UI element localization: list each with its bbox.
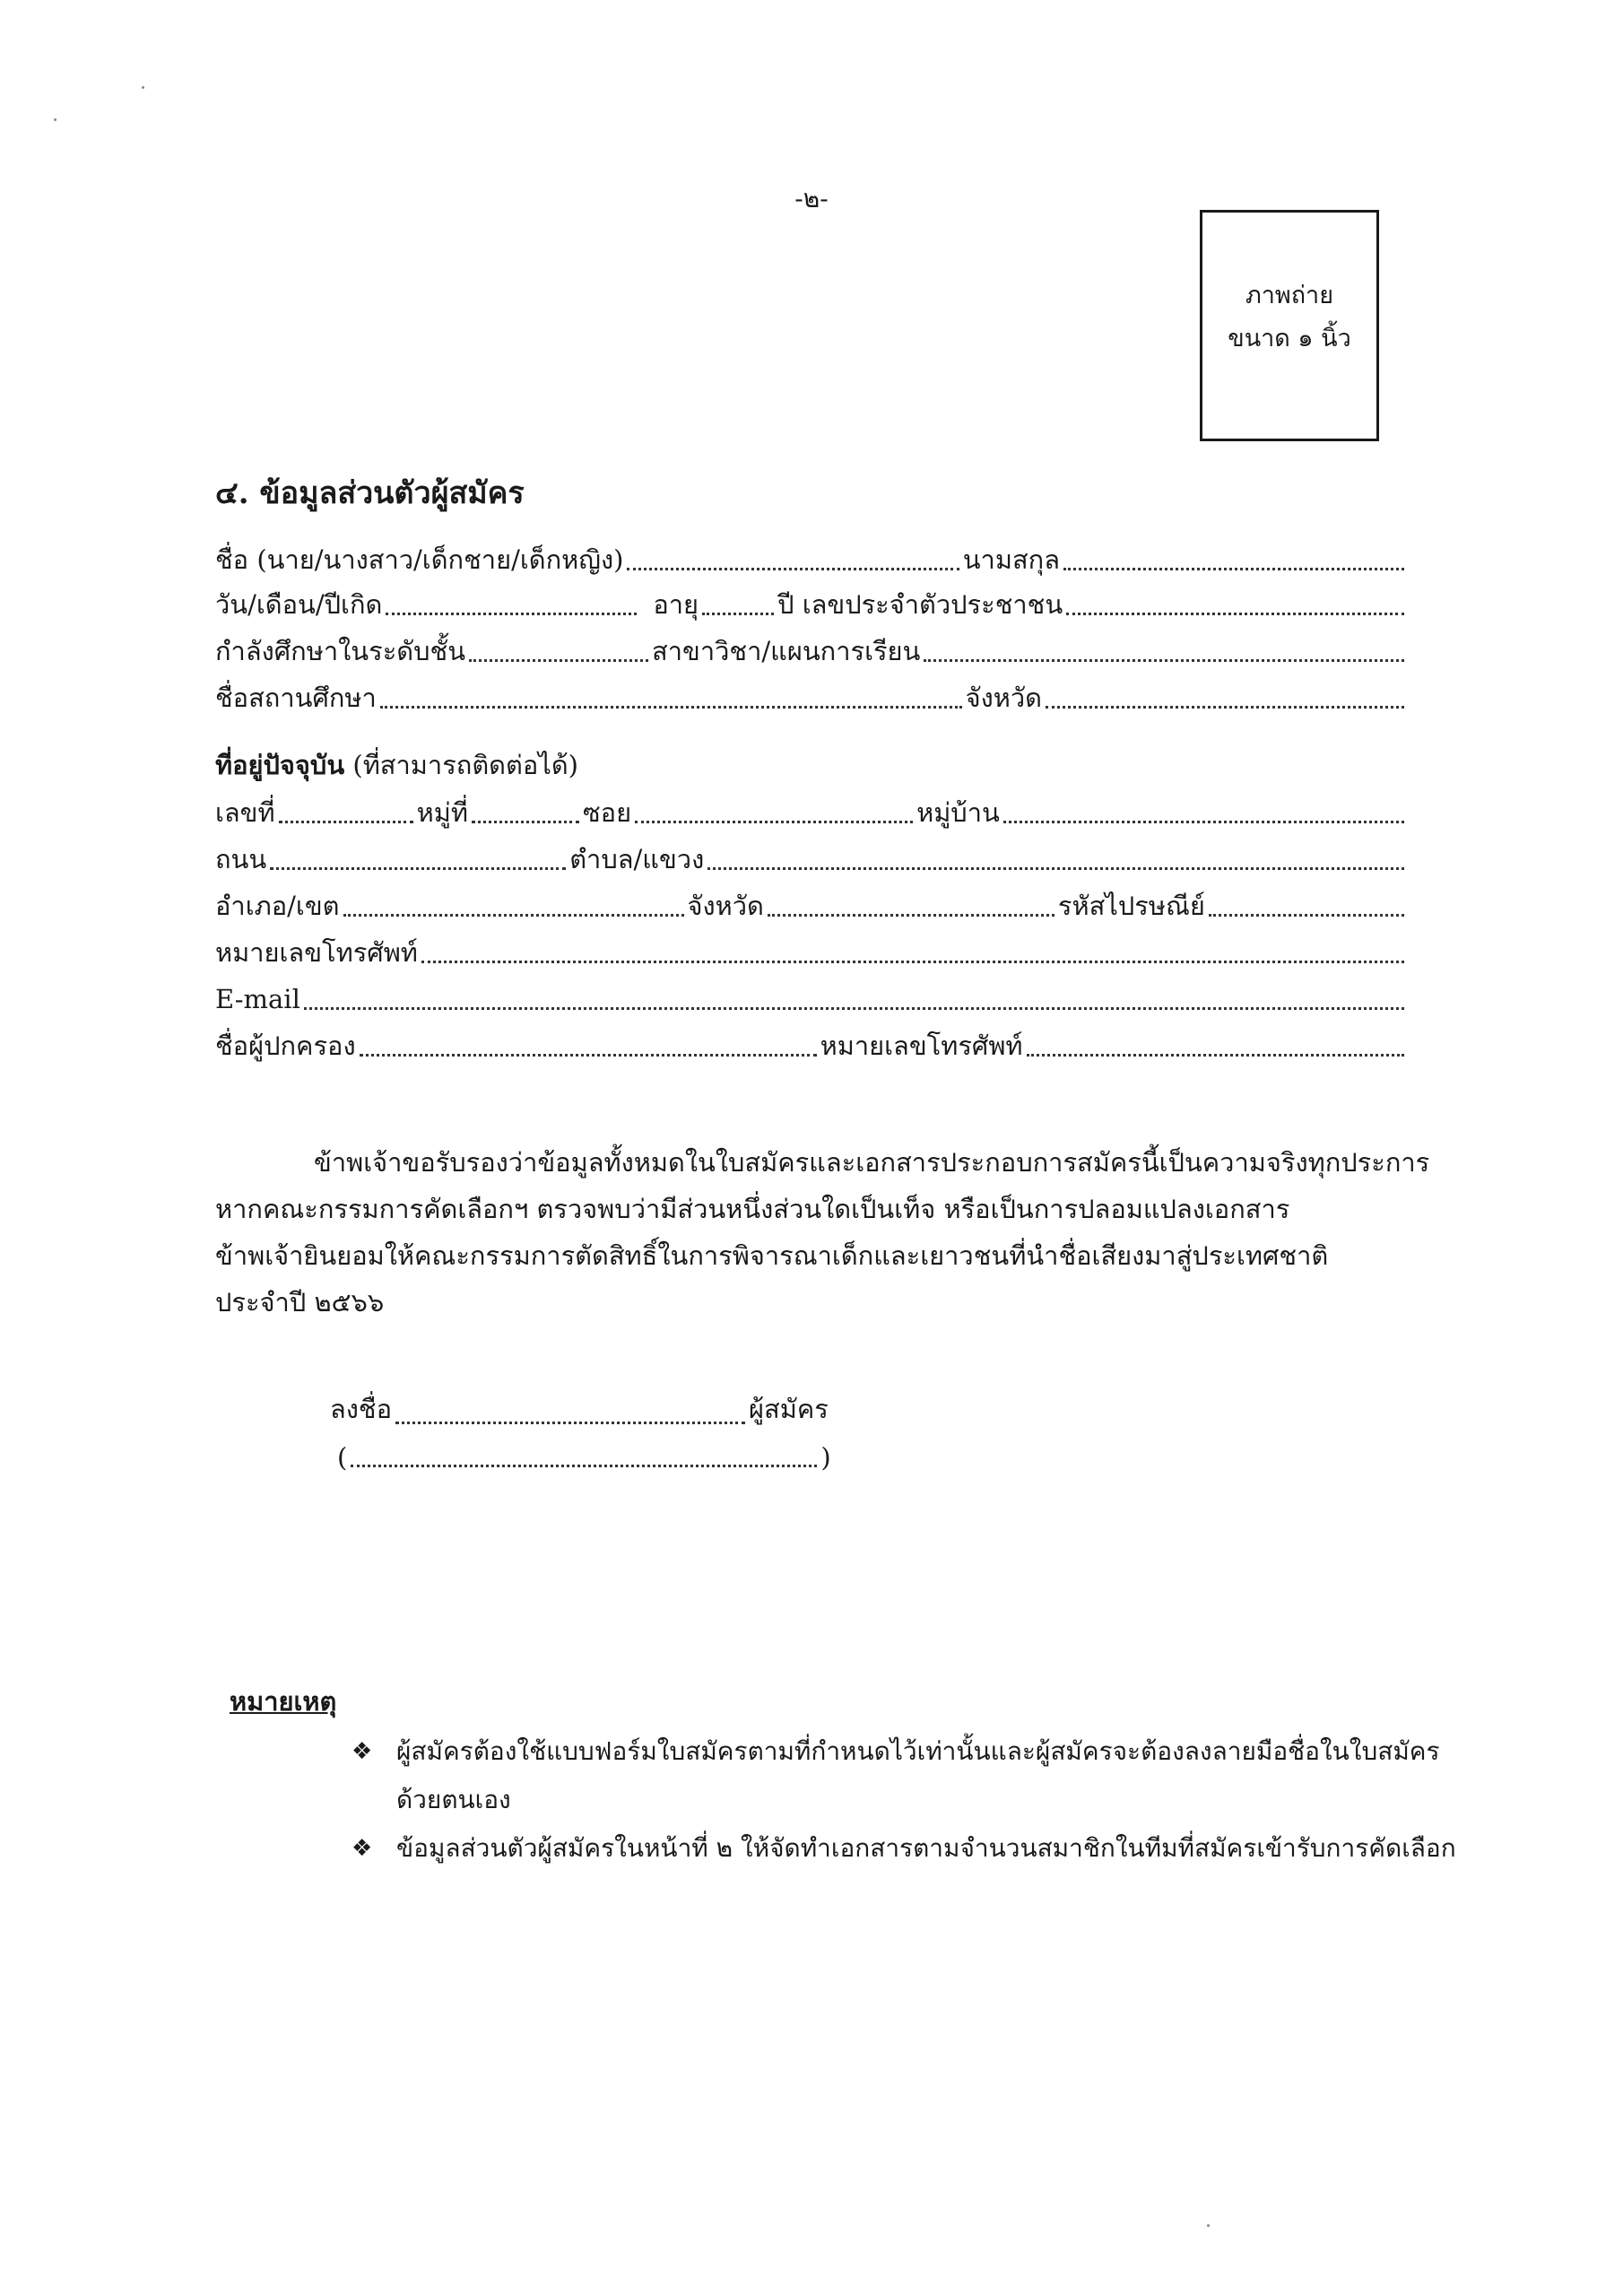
form-row-guardian (215, 1022, 1408, 1062)
major-field[interactable] (924, 632, 1404, 662)
note-item-1-line-1: ผู้สมัครต้องใช้แบบฟอร์มใบสมัครตามที่กำหนดไว้เท่านั้นและผู้สมัครจะต้องลงลายมือชื่อในใบสมัคร (396, 1736, 1440, 1766)
form-row-name (215, 536, 1408, 576)
dob-label: วัน/เดือน/ปีเกิด (215, 589, 383, 621)
declaration-line-4: ประจำปี ๒๕๖๖ (215, 1287, 385, 1318)
district-province-field[interactable] (768, 887, 1055, 917)
form-row-phone (215, 929, 1408, 969)
declaration-line-2: หากคณะกรรมการคัดเลือกฯ ตรวจพบว่ามีส่วนหนึ่งส่วนใดเป็นเท็จ หรือเป็นการปลอมแปลงเอกสาร (215, 1194, 1290, 1224)
printed-name-row (337, 1433, 831, 1473)
signature-row (330, 1390, 829, 1430)
address-heading (215, 744, 578, 786)
subdistrict-field[interactable] (707, 840, 1404, 870)
soi-label: ซอย (582, 797, 632, 829)
district-province-label: จังหวัด (687, 891, 764, 922)
signature-field[interactable] (395, 1395, 745, 1424)
applicant-label: ผู้สมัคร (749, 1394, 829, 1424)
declaration-paragraph (215, 1139, 1471, 1326)
guardian-field[interactable] (360, 1027, 817, 1057)
notes-title: หมายเหตุ (230, 1686, 337, 1717)
form-row-dob (215, 581, 1408, 621)
note-item-2-text: ข้อมูลส่วนตัวผู้สมัครในหน้าที่ ๒ ให้จัดทำเอกสารตามจำนวนสมาชิกในทีมที่สมัครเข้ารับการคัดเลือก (396, 1833, 1456, 1863)
house-no-field[interactable] (279, 794, 413, 823)
section-title: ๔. ข้อมูลส่วนตัวผู้สมัคร (215, 475, 525, 511)
school-province-field[interactable] (1046, 679, 1404, 709)
level-label: กำลังศึกษาในระดับชั้น (215, 636, 466, 667)
moo-label: หมู่ที่ (416, 797, 468, 829)
postcode-field[interactable] (1209, 887, 1404, 917)
form-row-level (215, 628, 1408, 667)
road-label: ถนน (215, 844, 267, 875)
age-field[interactable] (702, 586, 774, 615)
surname-field[interactable] (1063, 541, 1404, 570)
dob-field[interactable] (386, 586, 637, 615)
guardian-label: ชื่อผู้ปกครอง (215, 1031, 356, 1062)
house-no-label: เลขที่ (215, 797, 275, 829)
school-label: ชื่อสถานศึกษา (215, 683, 377, 714)
note-item-1 (352, 1727, 1499, 1824)
years-id-label: ปี เลขประจำตัวประชาชน (777, 589, 1063, 621)
scan-speck (142, 86, 144, 89)
district-field[interactable] (343, 887, 684, 917)
photo-box-size: ขนาด ๑ นิ้ว (1228, 325, 1351, 352)
road-field[interactable] (270, 840, 566, 870)
photo-box-label: ภาพถ่าย (1245, 282, 1334, 309)
scan-speck (54, 118, 56, 121)
photo-placeholder-box (1200, 210, 1379, 441)
declaration-line-1: ข้าพเจ้าขอรับรองว่าข้อมูลทั้งหมดในใบสมัครและเอกสารประกอบการสมัครนี้เป็นความจริงทุกประการ (314, 1147, 1430, 1178)
citizen-id-field[interactable] (1066, 586, 1404, 615)
form-row-road (215, 836, 1408, 875)
guardian-phone-label: หมายเลขโทรศัพท์ (820, 1031, 1023, 1062)
village-field[interactable] (1003, 794, 1404, 823)
email-field[interactable] (304, 980, 1404, 1010)
diamond-bullet-icon: ❖ (352, 1835, 373, 1862)
email-label: E-mail (215, 984, 300, 1015)
sign-label: ลงชื่อ (330, 1394, 393, 1424)
form-row-school (215, 674, 1408, 714)
surname-label: นามสกุล (962, 544, 1060, 576)
declaration-line-3: ข้าพเจ้ายินยอมให้คณะกรรมการตัดสิทธิ์ในการพิจารณาเด็กและเยาวชนที่นำชื่อเสียงมาสู่ประเทศชาติ (215, 1240, 1329, 1271)
postcode-label: รหัสไปรษณีย์ (1057, 891, 1205, 922)
page-number: -๒- (794, 184, 829, 213)
moo-field[interactable] (472, 794, 579, 823)
open-paren: ( (337, 1442, 348, 1473)
form-row-email (215, 976, 1408, 1015)
age-label: อายุ (653, 589, 699, 621)
address-title-note: (ที่สามารถติดต่อได้) (344, 750, 578, 780)
phone-label: หมายเลขโทรศัพท์ (215, 937, 418, 969)
scan-speck (1207, 2224, 1210, 2227)
school-province-label: จังหวัด (965, 683, 1042, 714)
name-field[interactable] (627, 541, 959, 570)
diamond-bullet-icon: ❖ (352, 1738, 373, 1765)
form-row-house (215, 789, 1408, 829)
village-label: หมู่บ้าน (916, 797, 1000, 829)
major-label: สาขาวิชา/แผนการเรียน (652, 636, 921, 667)
form-row-district (215, 883, 1408, 922)
name-label: ชื่อ (นาย/นางสาว/เด็กชาย/เด็กหญิง) (215, 544, 624, 576)
level-field[interactable] (469, 632, 648, 662)
soi-field[interactable] (635, 794, 913, 823)
school-field[interactable] (380, 679, 962, 709)
close-paren: ) (820, 1442, 831, 1473)
note-item-1-line-2: ด้วยตนเอง (396, 1785, 511, 1814)
phone-field[interactable] (421, 934, 1404, 963)
subdistrict-label: ตำบล/แขวง (569, 844, 705, 875)
district-label: อำเภอ/เขต (215, 891, 340, 922)
printed-name-field[interactable] (351, 1438, 817, 1467)
note-item-2 (352, 1824, 1499, 1873)
guardian-phone-field[interactable] (1027, 1027, 1404, 1057)
address-title: ที่อยู่ปัจจุบัน (215, 750, 345, 780)
